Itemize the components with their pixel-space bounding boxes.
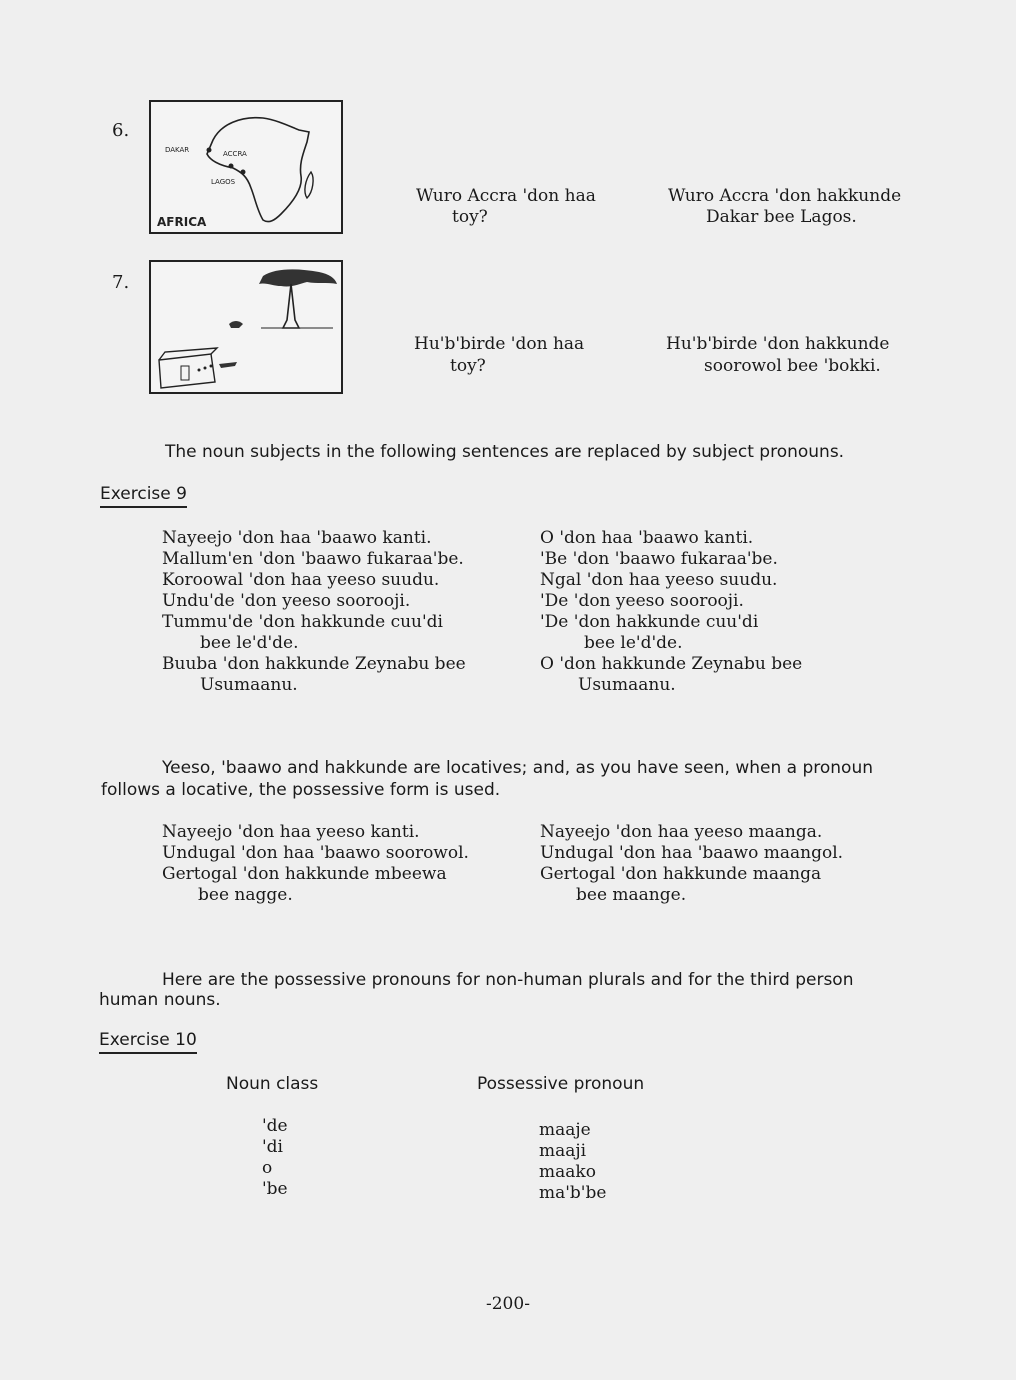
item6-answer-line2: Dakar bee Lagos. <box>706 207 857 227</box>
item-number-6: 6. <box>112 120 130 141</box>
locative-right-line: Nayeejo 'don haa yeeso maanga. <box>540 822 823 842</box>
africa-map-picture <box>149 100 343 234</box>
ex9-right-line: bee le'd'de. <box>584 633 683 653</box>
map-city-lagos: LAGOS <box>211 178 236 186</box>
possessive-pronoun-header: Possessive pronoun <box>477 1074 645 1094</box>
exercise10-heading: Exercise 10 <box>99 1030 197 1054</box>
ex9-left-line: Tummu'de 'don hakkunde cuu'di <box>162 612 443 632</box>
ex9-right-line: O 'don haa 'baawo kanti. <box>540 528 754 548</box>
ex9-right-line: Usumaanu. <box>578 675 676 695</box>
map-city-dakar: DAKAR <box>165 146 190 154</box>
exercise9-heading: Exercise 9 <box>100 484 187 508</box>
locative-text-line2: follows a locative, the possessive form is used. <box>101 780 501 800</box>
page-number: -200- <box>486 1294 530 1314</box>
noun-class-header: Noun class <box>226 1074 319 1094</box>
item6-answer-line1: Wuro Accra 'don hakkunde <box>668 186 902 206</box>
possessive-text-line1: Here are the possessive pronouns for non-human plurals and for the third person <box>162 970 854 990</box>
ex9-right-line: 'Be 'don 'baawo fukaraa'be. <box>540 549 778 569</box>
locative-examples-right <box>540 822 843 906</box>
possessive-pronoun-item: ma'b'be <box>539 1183 607 1203</box>
noun-class-item: o <box>262 1158 273 1178</box>
ex9-left-line: bee le'd'de. <box>200 633 299 653</box>
ex9-left-line: Nayeejo 'don haa 'baawo kanti. <box>162 528 432 548</box>
ex9-left-line: Undu'de 'don yeeso soorooji. <box>162 591 411 611</box>
item7-answer-line1: Hu'b'birde 'don hakkunde <box>666 334 890 354</box>
exercise9-right-column <box>540 528 802 696</box>
noun-class-item: 'be <box>262 1179 288 1199</box>
tree-house-icon <box>151 262 341 392</box>
ex9-left-line: Koroowal 'don haa yeeso suudu. <box>162 570 440 590</box>
locative-left-line: Gertogal 'don hakkunde mbeewa <box>162 864 447 884</box>
item7-answer-line2: soorowol bee 'bokki. <box>704 356 881 376</box>
locative-left-line: Nayeejo 'don haa yeeso kanti. <box>162 822 420 842</box>
intro-text: The noun subjects in the following sentences are replaced by subject pronouns. <box>165 442 845 462</box>
ex9-left-line: Usumaanu. <box>200 675 298 695</box>
locative-right-line: Undugal 'don haa 'baawo maangol. <box>540 843 844 863</box>
item7-question-line1: Hu'b'birde 'don haa <box>414 334 585 354</box>
locative-right-line: Gertogal 'don hakkunde maanga <box>540 864 822 884</box>
possessive-text-line2: human nouns. <box>99 990 221 1010</box>
item7-question-line2: toy? <box>450 356 486 376</box>
ex9-right-line: O 'don hakkunde Zeynabu bee <box>540 654 803 674</box>
map-label-africa: AFRICA <box>157 215 207 229</box>
item6-question-line1: Wuro Accra 'don haa <box>416 186 596 206</box>
possessive-pronoun-item: maaje <box>539 1120 591 1140</box>
item6-question-line2: toy? <box>452 207 488 227</box>
possessive-pronoun-item: maako <box>539 1162 596 1182</box>
ex9-right-line: 'De 'don hakkunde cuu'di <box>540 612 759 632</box>
ex9-right-line: Ngal 'don haa yeeso suudu. <box>540 570 778 590</box>
noun-class-item: 'di <box>262 1137 283 1157</box>
ex9-right-line: 'De 'don yeeso soorooji. <box>540 591 744 611</box>
locative-left-line: Undugal 'don haa 'baawo soorowol. <box>162 843 469 863</box>
locative-text-line1: Yeeso, 'baawo and hakkunde are locatives; and, as you have seen, when a pronoun <box>162 758 873 778</box>
noun-class-list <box>262 1116 288 1200</box>
possessive-pronoun-list <box>539 1120 606 1204</box>
africa-map-icon <box>151 102 341 232</box>
map-city-accra: ACCRA <box>223 150 247 158</box>
noun-class-item: 'de <box>262 1116 288 1136</box>
item-number-7: 7. <box>112 272 130 293</box>
exercise9-left-column <box>162 528 466 696</box>
locative-left-line: bee nagge. <box>198 885 293 905</box>
possessive-pronoun-item: maaji <box>539 1141 587 1161</box>
ex9-left-line: Buuba 'don hakkunde Zeynabu bee <box>162 654 466 674</box>
ex9-left-line: Mallum'en 'don 'baawo fukaraa'be. <box>162 549 464 569</box>
tree-and-house-picture <box>149 260 343 394</box>
locative-right-line: bee maange. <box>576 885 687 905</box>
locative-examples-left <box>162 822 469 906</box>
